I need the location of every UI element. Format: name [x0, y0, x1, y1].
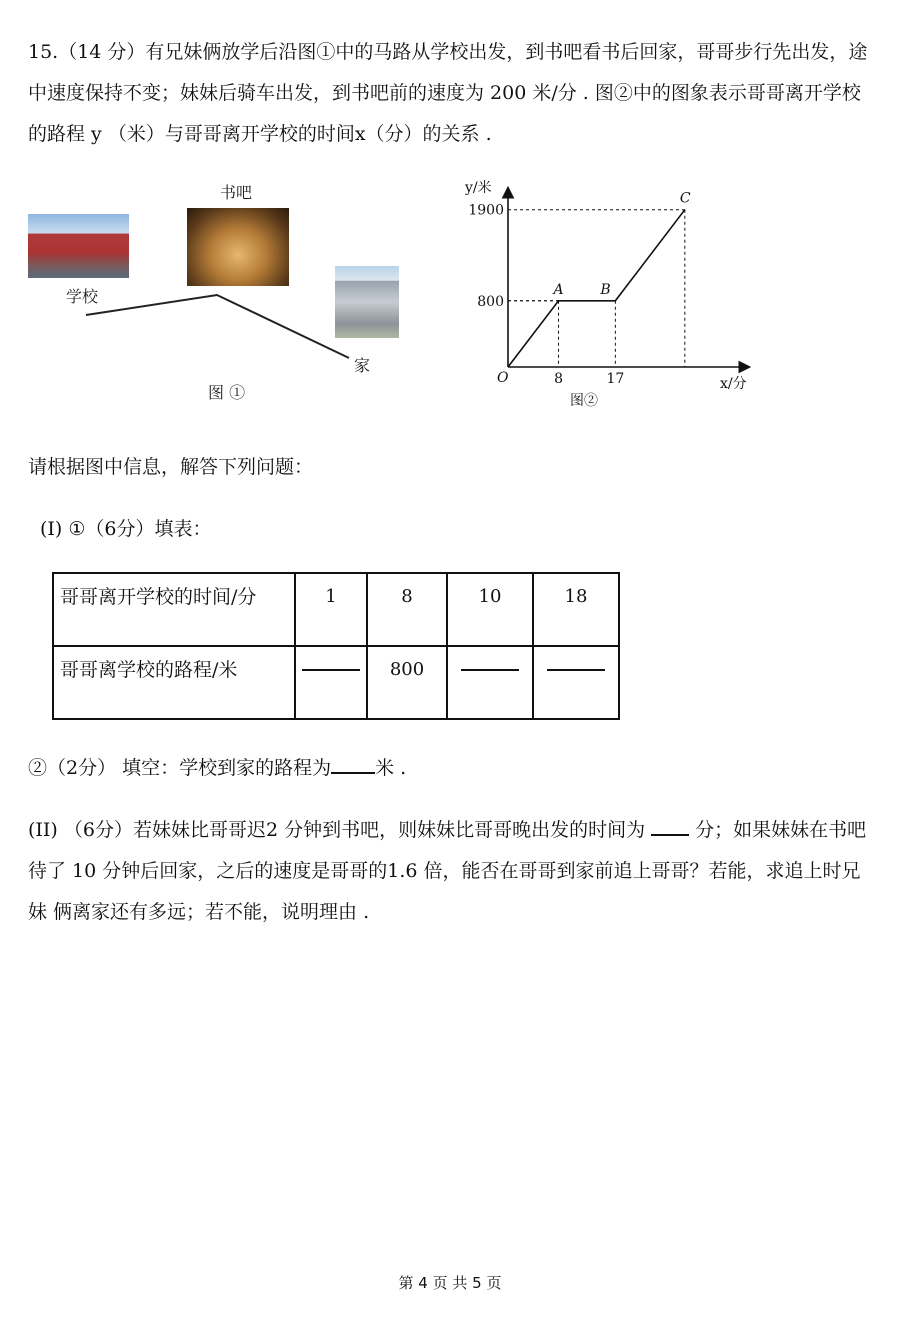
y-tick-label: 1900	[468, 202, 504, 219]
instruction-prompt: 请根据图中信息，解答下列问题：	[28, 456, 314, 478]
answer-blank-cell[interactable]	[447, 646, 533, 719]
answer-blank-cell[interactable]	[533, 646, 619, 719]
road-line	[86, 295, 349, 358]
label-school: 学校	[66, 287, 99, 306]
bookbar-photo	[187, 208, 289, 286]
part2-question	[28, 810, 878, 933]
x-tick-label: 8	[554, 371, 563, 387]
figure-road-map	[24, 180, 424, 420]
label-home: 家	[354, 356, 371, 375]
table-cell: 1	[295, 573, 367, 646]
y-tick-label: 800	[477, 293, 504, 310]
fill-in-table	[52, 572, 620, 720]
figure2-caption: 图②	[570, 393, 598, 409]
point-label-b: B	[600, 281, 611, 298]
answer-blank[interactable]	[651, 815, 689, 836]
page-footer: 第 4 页 共 5 页	[398, 1274, 502, 1292]
part2-text-before: (II) （6分）若妹妹比哥哥迟2 分钟到书吧，则妹妹比哥哥晚出发的时间为	[28, 819, 652, 841]
q2-unit: 米 .	[375, 757, 407, 779]
table-cell: 800	[367, 646, 447, 719]
part1-label: (I) ①（6分）填表：	[40, 518, 212, 540]
answer-blank[interactable]	[331, 753, 375, 774]
series-line	[508, 210, 685, 367]
blank-line	[461, 669, 519, 671]
question-2	[28, 748, 878, 789]
distance-time-chart	[455, 172, 775, 422]
table-cell: 10	[447, 573, 533, 646]
problem-statement: 15.（14 分）有兄妹俩放学后沿图①中的马路从学校出发，到书吧看书后回家，哥哥步行先出发，途中速度保持不变；妹妹后骑车出发，到书吧前的速度为 200 米/分 . 图②中的图象表示哥哥离开学校的路程 y （米）与哥哥离开学校的时间x（分）的关系 .	[28, 41, 868, 145]
x-axis-label: x/分	[720, 376, 747, 392]
table-cell: 18	[533, 573, 619, 646]
table-cell: 8	[367, 573, 447, 646]
row2-header: 哥哥离学校的路程/米	[53, 646, 295, 719]
point-label-a: A	[553, 281, 564, 298]
figure1-caption: 图 ①	[208, 383, 246, 402]
point-label-c: C	[679, 190, 691, 207]
blank-line	[302, 669, 360, 671]
guide-lines	[508, 210, 685, 367]
x-tick-label: 17	[606, 371, 625, 387]
table-row	[53, 646, 619, 719]
q2-text: ②（2分） 填空：学校到家的路程为	[28, 757, 332, 779]
figure-distance-time-graph	[455, 172, 775, 422]
table-row	[53, 573, 619, 646]
part2-text-after: 分；如果妹妹在书吧待了 10 分钟后回家，之后的速度是哥哥的1.6 倍，能否在哥哥到家前追上哥哥？若能，求追上时兄妹 俩离家还有多远；若不能，说明理由 .	[28, 819, 867, 923]
origin-label: O	[497, 370, 509, 386]
y-axis-label: y/米	[465, 180, 492, 196]
home-photo	[335, 266, 399, 338]
label-bookbar: 书吧	[220, 183, 253, 202]
blank-line	[547, 669, 605, 671]
row1-header: 哥哥离开学校的时间/分	[53, 573, 295, 646]
school-photo	[28, 214, 129, 278]
answer-blank-cell[interactable]	[295, 646, 367, 719]
